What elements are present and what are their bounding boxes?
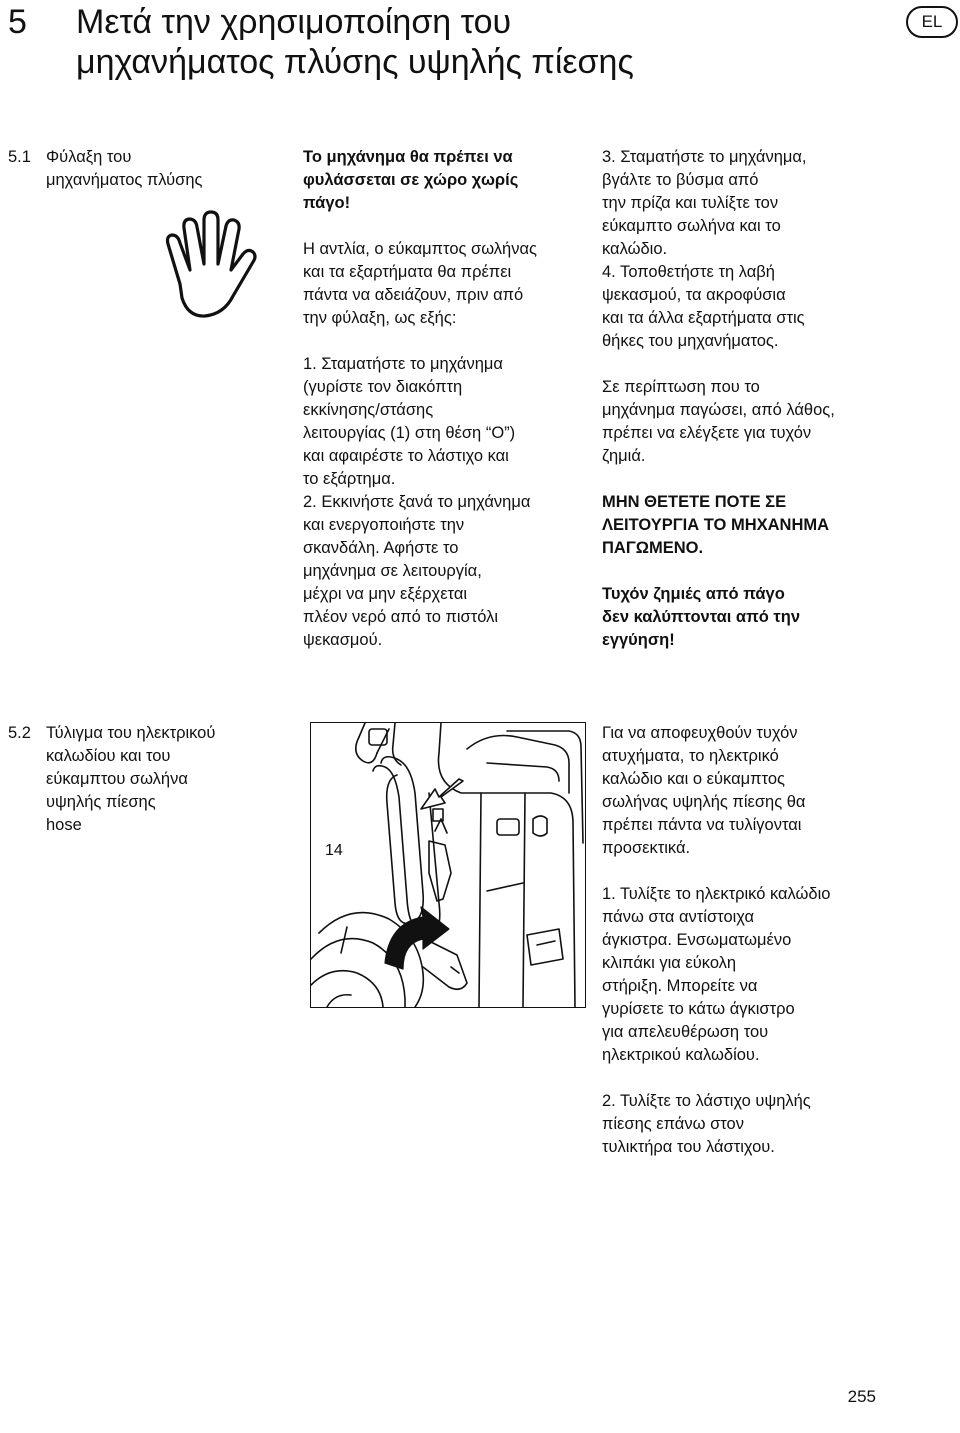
step1-line: 1. Τυλίξτε το ηλεκτρικό καλώδιο: [602, 885, 831, 903]
intro-bold-line: Το μηχάνημα θα πρέπει να: [303, 148, 513, 166]
warning-line: ΜΗΝ ΘΕΤΕΤΕ ΠΟΤΕ ΣΕ: [602, 493, 787, 511]
warranty-line: δεν καλύπτονται από την: [602, 608, 800, 626]
step1-line: το εξάρτημα.: [303, 470, 396, 488]
section-title-line: Φύλαξη του: [46, 148, 132, 166]
pressure-washer-drawing: [311, 723, 585, 1007]
section-number: 5.1: [8, 148, 31, 166]
step2-line: και ενεργοποιήστε την: [303, 516, 465, 534]
intro-bold-line: πάγο!: [303, 194, 351, 212]
chapter-title: [76, 2, 896, 82]
para-line: την φύλαξη, ως εξής:: [303, 309, 457, 327]
language-badge: EL: [906, 6, 958, 38]
step4-line: 4. Τοποθετήστε τη λαβή: [602, 263, 775, 281]
step2-line: σκανδάλη. Αφήστε το: [303, 539, 459, 557]
hose-reel-figure: [310, 722, 586, 1008]
step2-line: 2. Τυλίξτε το λάστιχο υψηλής: [602, 1092, 811, 1110]
section-title-line: υψηλής πίεσης: [46, 793, 156, 811]
intro-line: πρέπει πάντα να τυλίγονται: [602, 816, 802, 834]
step3-line: βγάλτε το βύσμα από: [602, 171, 759, 189]
step1-line: (γυρίστε τον διακόπτη: [303, 378, 463, 396]
step3-line: την πρίζα και τυλίξτε τον: [602, 194, 779, 212]
frost-note-line: μηχάνημα παγώσει, από λάθος,: [602, 401, 835, 419]
para-line: και τα εξαρτήματα θα πρέπει: [303, 263, 512, 281]
section-title: [46, 146, 276, 192]
step3-line: καλώδιο.: [602, 240, 668, 258]
step1-line: για απελευθέρωση του: [602, 1023, 769, 1041]
step3-line: 3. Σταματήστε το μηχάνημα,: [602, 148, 807, 166]
intro-line: Για να αποφευχθούν τυχόν: [602, 724, 798, 742]
step1-line: άγκιστρα. Ενσωματωμένο: [602, 931, 792, 949]
section1-column-3: [602, 146, 887, 652]
step1-line: γυρίσετε το κάτω άγκιστρο: [602, 1000, 795, 1018]
frost-note-line: ζημιά.: [602, 447, 646, 465]
warranty-line: Τυχόν ζημιές από πάγο: [602, 585, 785, 603]
step1-line: ηλεκτρικού καλωδίου.: [602, 1046, 760, 1064]
section1-column-2: [303, 146, 588, 652]
section-title-line: μηχανήματος πλύσης: [46, 171, 203, 189]
frost-note-line: Σε περίπτωση που το: [602, 378, 760, 396]
page-number: 255: [847, 1387, 876, 1406]
section-title: [46, 722, 276, 837]
step2-line: 2. Εκκινήστε ξανά το μηχάνημα: [303, 493, 531, 511]
intro-line: καλώδιο και ο εύκαμπτος: [602, 770, 785, 788]
step4-line: και τα άλλα εξαρτήματα στις: [602, 309, 805, 327]
step3-line: εύκαμπτο σωλήνα και το: [602, 217, 781, 235]
step1-line: 1. Σταματήστε το μηχάνημα: [303, 355, 503, 373]
chapter-title-line: μηχανήματος πλύσης υψηλής πίεσης: [76, 43, 634, 81]
step2-line: πίεσης επάνω στον: [602, 1115, 744, 1133]
step1-line: στήριξη. Μπορείτε να: [602, 977, 758, 995]
figure-label: 14: [325, 842, 343, 859]
section-title-line: hose: [46, 816, 82, 834]
section-title-line: εύκαμπτου σωλήνα: [46, 770, 188, 788]
stop-hand-icon: [160, 206, 260, 324]
chapter-title-line: Μετά την χρησιμοποίηση του: [76, 3, 512, 41]
warning-line: ΛΕΙΤΟΥΡΓΙΑ ΤΟ ΜΗΧΑΝΗΜΑ: [602, 516, 830, 534]
chapter-number: 5: [8, 3, 27, 41]
step2-line: ψεκασμού.: [303, 631, 383, 649]
step2-line: μέχρι να μην εξέρχεται: [303, 585, 468, 603]
step4-line: ψεκασμού, τα ακροφύσια: [602, 286, 786, 304]
step2-line: μηχάνημα σε λειτουργία,: [303, 562, 482, 580]
section-title-line: καλωδίου και του: [46, 747, 171, 765]
frost-note-line: πρέπει να ελέγξετε για τυχόν: [602, 424, 812, 442]
intro-bold-line: φυλάσσεται σε χώρο χωρίς: [303, 171, 519, 189]
step2-line: πλέον νερό από το πιστόλι: [303, 608, 499, 626]
para-line: Η αντλία, ο εύκαμπτος σωλήνας: [303, 240, 537, 258]
step1-line: λειτουργίας (1) στη θέση “Ο”): [303, 424, 516, 442]
step1-line: και αφαιρέστε το λάστιχο και: [303, 447, 509, 465]
section-number: 5.2: [8, 724, 31, 742]
intro-line: ατυχήματα, το ηλεκτρικό: [602, 747, 779, 765]
step4-line: θήκες του μηχανήματος.: [602, 332, 779, 350]
para-line: πάντα να αδειάζουν, πριν από: [303, 286, 524, 304]
intro-line: σωλήνας υψηλής πίεσης θα: [602, 793, 806, 811]
warranty-line: εγγύηση!: [602, 631, 675, 649]
section-title-line: Τύλιγμα του ηλεκτρικού: [46, 724, 216, 742]
intro-line: προσεκτικά.: [602, 839, 691, 857]
section2-column-3: [602, 722, 902, 1159]
step2-line: τυλικτήρα του λάστιχου.: [602, 1138, 775, 1156]
step1-line: εκκίνησης/στάσης: [303, 401, 434, 419]
step1-line: πάνω στα αντίστοιχα: [602, 908, 755, 926]
warning-line: ΠΑΓΩΜΕΝΟ.: [602, 539, 704, 557]
step1-line: κλιπάκι για εύκολη: [602, 954, 737, 972]
